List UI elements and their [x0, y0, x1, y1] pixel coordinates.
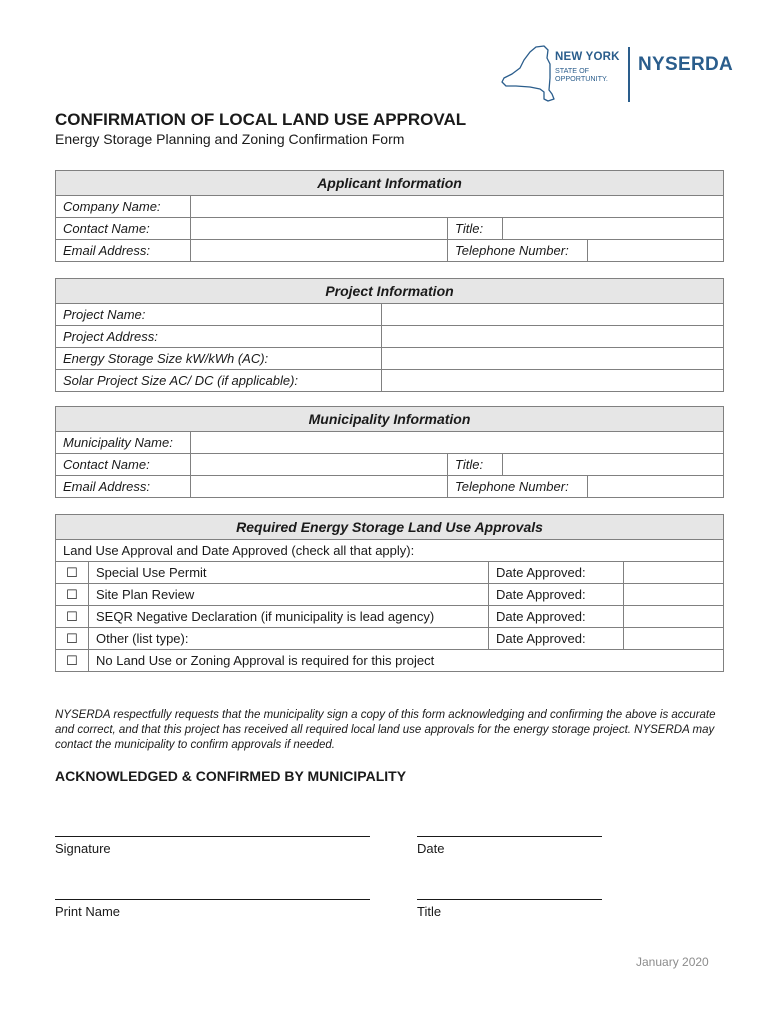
- municipality-title-field[interactable]: [503, 454, 724, 476]
- municipality-telephone-field[interactable]: [588, 476, 724, 498]
- ny-line-1: NEW YORK: [555, 51, 620, 63]
- site-plan-review-checkbox[interactable]: ☐: [56, 584, 89, 606]
- municipality-email-field[interactable]: [191, 476, 448, 498]
- other-approval-date-label: Date Approved:: [489, 628, 624, 650]
- email-address-label: Email Address:: [56, 240, 191, 262]
- energy-storage-size-label: Energy Storage Size kW/kWh (AC):: [56, 348, 382, 370]
- date-line[interactable]: [417, 836, 602, 837]
- applicant-email-field[interactable]: [191, 240, 448, 262]
- special-use-permit-date-label: Date Approved:: [489, 562, 624, 584]
- ny-line-2: STATE OF: [555, 65, 590, 75]
- nyserda-wordmark: NYSERDA: [638, 54, 734, 75]
- no-approval-required-checkbox[interactable]: ☐: [56, 650, 89, 672]
- solar-project-size-field[interactable]: [382, 370, 724, 392]
- project-information-heading: Project Information: [56, 279, 724, 304]
- site-plan-review-date-label: Date Approved:: [489, 584, 624, 606]
- print-name-line[interactable]: [55, 899, 370, 900]
- municipality-email-label: Email Address:: [56, 476, 191, 498]
- seqr-negative-declaration-checkbox[interactable]: ☐: [56, 606, 89, 628]
- page-subtitle: Energy Storage Planning and Zoning Confirmation Form: [55, 131, 405, 147]
- signature-label: Signature: [55, 841, 111, 856]
- applicant-information-table: [55, 170, 724, 262]
- municipality-contact-name-label: Contact Name:: [56, 454, 191, 476]
- new-york-state-map-icon: [500, 44, 556, 104]
- seqr-negative-declaration-date-label: Date Approved:: [489, 606, 624, 628]
- solar-project-size-label: Solar Project Size AC/ DC (if applicable):: [56, 370, 382, 392]
- title-signature-label: Title: [417, 904, 442, 919]
- page-title: CONFIRMATION OF LOCAL LAND USE APPROVAL: [55, 110, 467, 129]
- project-name-field[interactable]: [382, 304, 724, 326]
- land-use-approvals-table: [55, 514, 724, 672]
- applicant-title-field[interactable]: [503, 218, 724, 240]
- date-label: Date: [417, 841, 445, 856]
- acknowledgement-heading: ACKNOWLEDGED & CONFIRMED BY MUNICIPALITY: [55, 768, 407, 784]
- applicant-contact-name-field[interactable]: [191, 218, 448, 240]
- ny-line-3: OPPORTUNITY.: [555, 73, 608, 83]
- project-address-label: Project Address:: [56, 326, 382, 348]
- municipality-title-label: Title:: [448, 454, 503, 476]
- title-line[interactable]: [417, 899, 602, 900]
- project-name-label: Project Name:: [56, 304, 382, 326]
- special-use-permit-label: Special Use Permit: [89, 562, 489, 584]
- other-approval-checkbox[interactable]: ☐: [56, 628, 89, 650]
- municipality-name-label: Municipality Name:: [56, 432, 191, 454]
- seqr-negative-declaration-date-field[interactable]: [624, 606, 724, 628]
- nyserda-logo: [500, 44, 732, 106]
- signature-line[interactable]: [55, 836, 370, 837]
- municipality-contact-name-field[interactable]: [191, 454, 448, 476]
- special-use-permit-date-field[interactable]: [624, 562, 724, 584]
- applicant-information-heading: Applicant Information: [56, 171, 724, 196]
- form-revision-date: January 2020: [636, 955, 709, 969]
- energy-storage-size-field[interactable]: [382, 348, 724, 370]
- company-name-label: Company Name:: [56, 196, 191, 218]
- telephone-number-label: Telephone Number:: [448, 240, 588, 262]
- land-use-approvals-heading: Required Energy Storage Land Use Approvals: [56, 515, 724, 540]
- applicant-telephone-field[interactable]: [588, 240, 724, 262]
- title-label: Title:: [448, 218, 503, 240]
- municipality-name-field[interactable]: [191, 432, 724, 454]
- site-plan-review-date-field[interactable]: [624, 584, 724, 606]
- municipality-information-heading: Municipality Information: [56, 407, 724, 432]
- applicant-company-name-field[interactable]: [191, 196, 724, 218]
- new-york-wordmark: [555, 52, 620, 82]
- municipality-request-note: NYSERDA respectfully requests that the municipality sign a copy of this form acknowledging and confirming the above is accurate and correct, and that this project has received all required local land use approvals for the energy storage project. NYSERDA may contact the municipality to confirm approvals if needed.: [55, 709, 716, 751]
- logo-divider: [628, 47, 630, 102]
- seqr-negative-declaration-label: SEQR Negative Declaration (if municipality is lead agency): [89, 606, 489, 628]
- other-approval-label: Other (list type):: [89, 628, 489, 650]
- approvals-instruction: Land Use Approval and Date Approved (check all that apply):: [56, 540, 724, 562]
- special-use-permit-checkbox[interactable]: ☐: [56, 562, 89, 584]
- municipality-information-table: [55, 406, 724, 498]
- project-information-table: [55, 278, 724, 392]
- no-approval-required-label: No Land Use or Zoning Approval is required for this project: [89, 650, 724, 672]
- contact-name-label: Contact Name:: [56, 218, 191, 240]
- project-address-field[interactable]: [382, 326, 724, 348]
- site-plan-review-label: Site Plan Review: [89, 584, 489, 606]
- municipality-telephone-label: Telephone Number:: [448, 476, 588, 498]
- print-name-label: Print Name: [55, 904, 121, 919]
- other-approval-date-field[interactable]: [624, 628, 724, 650]
